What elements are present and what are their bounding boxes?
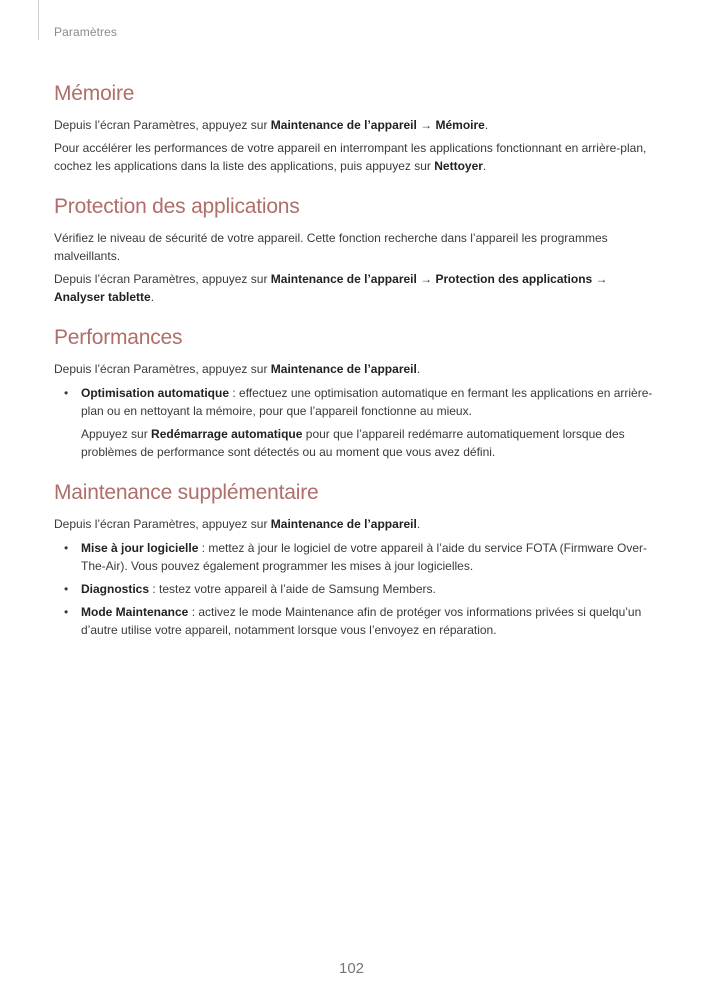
section-heading: Mémoire (54, 82, 135, 105)
paragraph: Pour accélérer les performances de votre appareil en interrompant les applications fonctionnant en arrière-plan, cochez les applications dans la liste des applications, puis appuyez sur Nettoyer. (54, 141, 647, 173)
paragraph: Depuis l’écran Paramètres, appuyez sur Maintenance de l’appareil. (54, 362, 421, 376)
paragraph: Depuis l’écran Paramètres, appuyez sur Maintenance de l’appareil. (54, 517, 421, 531)
page-number: 102 (338, 960, 365, 977)
sub-paragraph: Appuyez sur Redémarrage automatique pour que l’appareil redémarre automatiquement lorsque des problèmes de performance sont détectés ou au moment que vous avez défini. (81, 427, 625, 459)
section-performances (54, 326, 654, 461)
section-maintenance (54, 481, 654, 639)
list-item: • Mode Maintenance : activez le mode Maintenance afin de protéger vos informations privées si quelqu’un d’autre utilise votre appareil, notamment lorsque vous l’envoyez en réparation. (64, 605, 642, 637)
bullet-list (54, 539, 654, 639)
bullet-dot: • (64, 386, 69, 400)
list-item: • Diagnostics : testez votre appareil à l’aide de Samsung Members. (64, 582, 436, 596)
bullet-list (54, 384, 654, 461)
paragraph: Depuis l’écran Paramètres, appuyez sur Maintenance de l’appareil → Mémoire. (54, 118, 489, 132)
bullet-dot: • (64, 582, 69, 596)
bullet-dot: • (64, 605, 69, 619)
section-memoire (54, 82, 654, 175)
section-heading: Maintenance supplémentaire (54, 481, 319, 504)
paragraph: Vérifiez le niveau de sécurité de votre appareil. Cette fonction recherche dans l’appareil les programmes malveillants. (54, 231, 608, 263)
bullet-dot: • (64, 541, 69, 555)
section-heading: Protection des applications (54, 195, 300, 218)
document-body (54, 78, 654, 659)
running-header: Paramètres (54, 25, 118, 39)
paragraph: Depuis l’écran Paramètres, appuyez sur Maintenance de l’appareil → Protection des applications → Analyser tablette. (54, 272, 608, 304)
section-heading: Performances (54, 326, 183, 349)
section-protection (54, 195, 654, 306)
list-item: • Mise à jour logicielle : mettez à jour le logiciel de votre appareil à l’aide du service FOTA (Firmware Over-The-Air). Vous pouvez également programmer les mises à jour logicielles. (64, 541, 647, 573)
margin-rule (38, 0, 39, 40)
list-item: • Optimisation automatique : effectuez une optimisation automatique en fermant les applications en arrière-plan ou en nettoyant la mémoire, pour que l’appareil fonctionne au mieux. Appuyez sur Redémarrage automatique pour que l’appareil redémarre automatiquement lorsque des problèmes de performance sont détectés ou au moment que vous avez défini. (64, 386, 653, 459)
